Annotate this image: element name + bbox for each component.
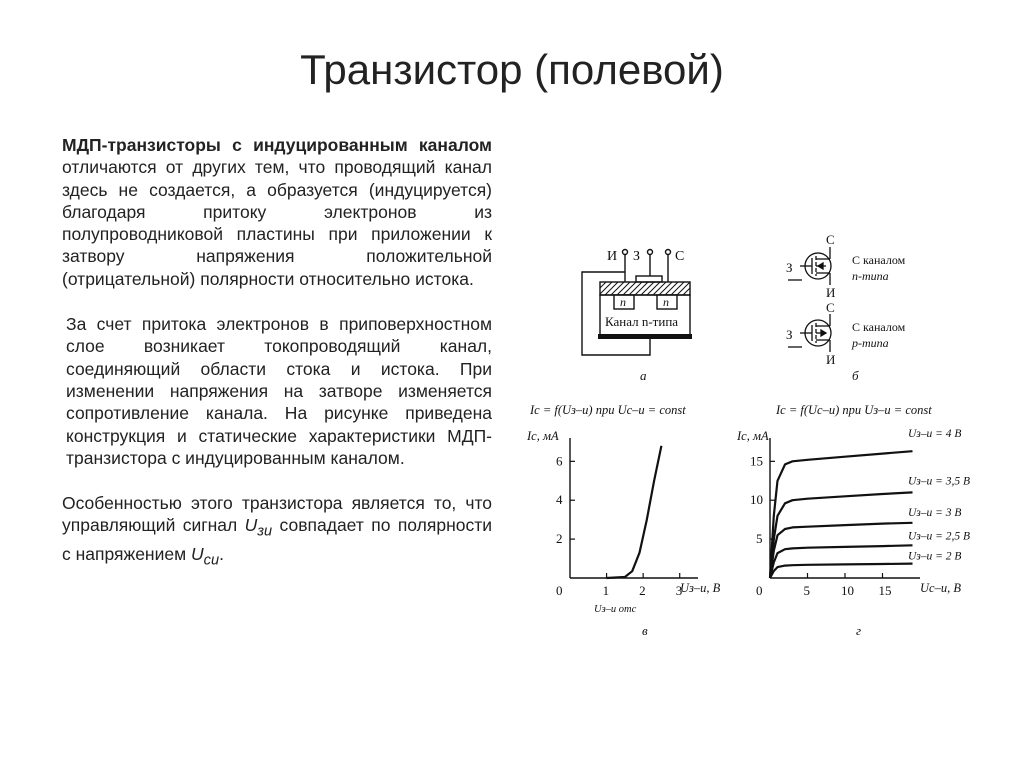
chart-v-heading: Iс = f(Uз–и) при Uс–и = const xyxy=(530,403,686,417)
y-tick-label: 6 xyxy=(556,453,563,469)
series-label: Uз–и = 4 В xyxy=(908,428,962,441)
paragraph-2: За счет притока электронов в приповерхностном слое возникает токопроводящий канал, соединяющий области стока и истока. При изменении напряжения на затворе изменяется сопротивление канала. На рисунке приведена конструкция и статические характеристики МДП-транзистора с индуцированным каналом. xyxy=(66,314,492,468)
subscript-zi: зи xyxy=(257,523,273,540)
p-gate-label: З xyxy=(786,327,793,342)
chart-g-heading: Iс = f(Uс–и) при Uз–и = const xyxy=(776,403,932,417)
chart-g xyxy=(750,428,970,598)
terminal-drain-label: С xyxy=(675,249,685,264)
n-channel-text-2: n-типа xyxy=(852,269,889,283)
caption-a: а xyxy=(640,368,647,383)
gate-terminal xyxy=(648,250,653,255)
series-label: Uз–и = 2 В xyxy=(908,550,962,563)
n-region-left-label: n xyxy=(620,295,626,309)
x-tick-label: 10 xyxy=(841,583,854,598)
paragraph-3-part-a: Особенностью этого транзистора является то, что управляющий сигнал xyxy=(62,493,492,536)
x-tick-label: 0 xyxy=(756,583,763,598)
channel-label: Канал n-типа xyxy=(605,314,679,329)
panel-a-structure xyxy=(582,249,692,355)
x-tick-label: 5 xyxy=(803,583,810,598)
x-tick-label: 3 xyxy=(675,583,683,598)
symbol-u-si xyxy=(191,544,220,569)
series-line xyxy=(770,545,913,578)
y-tick-label: 2 xyxy=(556,531,563,547)
n-region-right-label: n xyxy=(663,295,669,309)
source-terminal xyxy=(623,250,628,255)
series-line xyxy=(770,451,913,578)
caption-b: б xyxy=(852,368,859,383)
symbol-u-zi xyxy=(244,515,273,540)
body-text xyxy=(62,134,492,572)
paragraph-1-bold: МДП-транзисторы с индуцированным каналом xyxy=(62,135,492,155)
series-line xyxy=(607,446,662,578)
paragraph-3-part-b: совпадает по полярности с напряжением xyxy=(62,515,493,565)
slide-title: Транзистор (полевой) xyxy=(300,46,724,93)
x-tick-label: 1 xyxy=(602,583,610,598)
paragraph-1 xyxy=(62,134,492,290)
n-drain-label: С xyxy=(826,235,835,247)
series-label: Uз–и = 3,5 В xyxy=(908,475,971,488)
chart-g-xlabel: Uс–и, В xyxy=(920,581,961,595)
p-channel-text-2: p-типа xyxy=(852,336,889,350)
y-tick-label: 15 xyxy=(750,453,763,469)
series-label: Uз–и = 3 В xyxy=(908,506,962,519)
x-tick-label: 0 xyxy=(556,583,563,598)
y-tick-label: 5 xyxy=(756,531,763,547)
chart-v-ylabel: Iс, мА xyxy=(527,429,559,443)
subscript-si: си xyxy=(203,552,220,569)
symbol-u: U xyxy=(191,544,204,565)
caption-v: в xyxy=(642,623,648,638)
chart-v-xlabel: Uз–и, В xyxy=(680,581,721,595)
p-drain-label: С xyxy=(826,300,835,315)
paragraph-1-rest: отличаются от других тем, что проводящий канал здесь не создается, а образуется (индуцируется) благодаря притоку электронов из полупроводниковой пластины при приложении к затвору напряжения положительной (отрицательной) полярности относительно истока. xyxy=(62,157,492,289)
panel-b-symbols xyxy=(788,247,831,352)
y-tick-label: 4 xyxy=(556,492,563,508)
series-label: Uз–и = 2,5 В xyxy=(908,530,971,543)
n-channel-text-1: С каналом xyxy=(852,253,906,267)
p-channel-text-1: С каналом xyxy=(852,320,906,334)
n-source-label: И xyxy=(826,285,836,300)
series-line xyxy=(770,564,913,578)
series-line xyxy=(770,523,913,578)
n-gate-label: З xyxy=(786,260,793,275)
terminal-gate-label: З xyxy=(633,249,641,264)
drain-terminal xyxy=(666,250,671,255)
paragraph-3-end: . xyxy=(219,544,224,565)
chart-g-ylabel: Iс, мА xyxy=(737,429,769,443)
y-tick-label: 10 xyxy=(750,492,763,508)
symbol-u: U xyxy=(244,515,258,536)
paragraph-3 xyxy=(62,492,492,572)
terminal-source-label: И xyxy=(607,249,618,264)
x-tick-label: 15 xyxy=(878,583,892,598)
caption-g: г xyxy=(856,623,862,638)
p-source-label: И xyxy=(826,352,836,367)
chart-v-threshold-label: Uз–и отс xyxy=(594,604,637,615)
x-tick-label: 2 xyxy=(639,583,646,598)
transistor-figure xyxy=(520,235,980,645)
chart-v xyxy=(556,438,698,598)
